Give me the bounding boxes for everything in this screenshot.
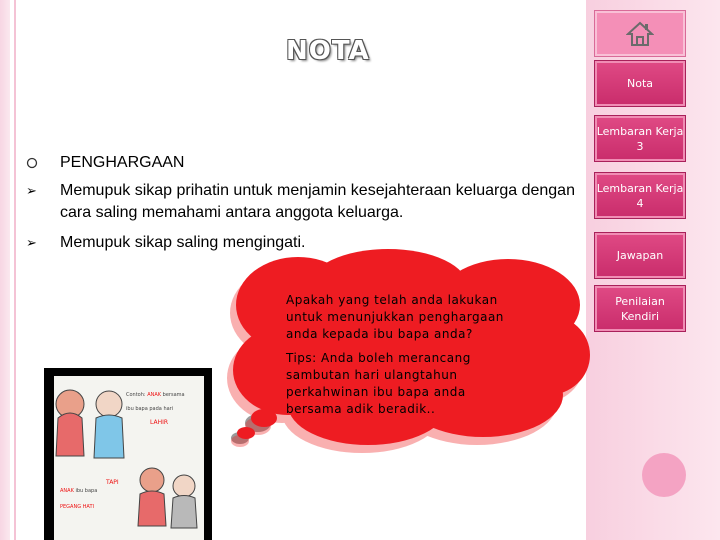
svg-text:Contoh: ANAK bersama: Contoh: ANAK bersama [126, 392, 185, 398]
nav-nota-button[interactable]: Nota [594, 60, 686, 107]
arrow-bullet-icon: ➢ [26, 183, 37, 198]
nav-lembaran-kerja-3-button[interactable]: Lembaran Kerja 3 [594, 115, 686, 162]
point-2: Memupuk sikap saling mengingati. [60, 234, 306, 251]
section-heading: PENGHARGAAN [60, 154, 185, 171]
decorative-circle [642, 453, 686, 497]
cloud-question: Apakah yang telah anda lakukan untuk menunjukkan penghargaan anda kepada ibu bapa anda? [286, 293, 504, 341]
left-decorative-border [0, 0, 10, 540]
arrow-bullet-icon: ➢ [26, 235, 37, 250]
svg-text:LAHIR: LAHIR [150, 419, 169, 426]
svg-text:ANAK ibu bapa: ANAK ibu bapa [60, 488, 98, 494]
left-border-line [14, 0, 16, 540]
family-illustration [54, 376, 204, 540]
svg-text:ibu bapa pada hari: ibu bapa pada hari [126, 406, 174, 412]
home-icon [626, 20, 654, 48]
tapi-label: TAPI [106, 479, 119, 486]
svg-text:PEGANG HATI: PEGANG HATI [60, 504, 94, 510]
nav-penilaian-kendiri-button[interactable]: Penilaian Kendiri [594, 285, 686, 332]
page-title: NOTA [286, 36, 370, 66]
cloud-tips: Tips: Anda boleh merancang sambutan hari ulangtahun perkahwinan ibu bapa anda bersama adik beradik.. [286, 351, 471, 416]
nav-jawapan-button[interactable]: Jawapan [594, 232, 686, 279]
circle-bullet-icon [26, 157, 38, 169]
nav-lembaran-kerja-4-button[interactable]: Lembaran Kerja 4 [594, 172, 686, 219]
home-button[interactable] [594, 10, 686, 57]
point-1: Memupuk sikap prihatin untuk menjamin kesejahteraan keluarga dengan cara saling memahami antara anggota keluarga. [60, 182, 575, 221]
